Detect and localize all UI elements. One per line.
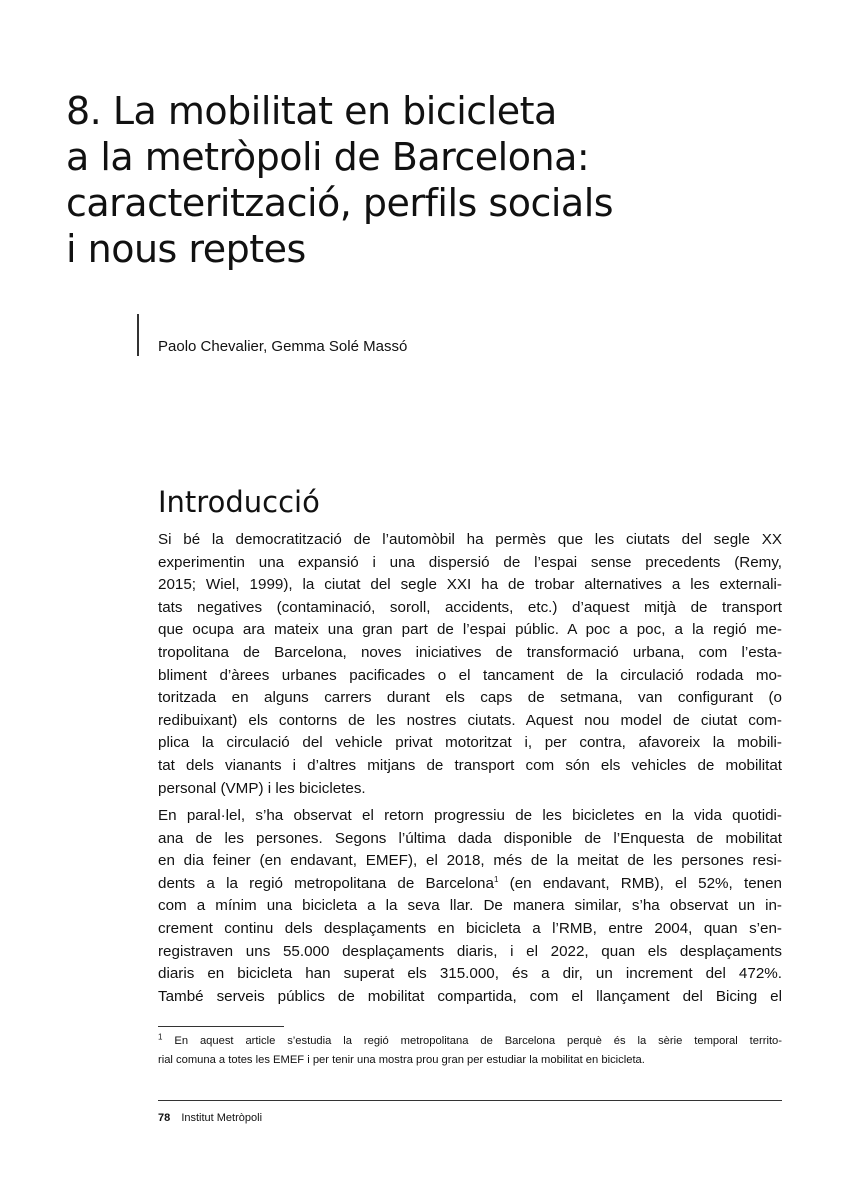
text-line-with-footnote	[158, 873, 782, 896]
text-line: En paral·lel, s’ha observat el retorn progressiu de les bicicletes en la vida quotidi-	[158, 807, 782, 824]
page-footer	[158, 1110, 262, 1126]
footnote-ref[interactable]: 1	[493, 874, 499, 884]
paragraph-2	[158, 805, 782, 1008]
text-line: experimentin una expansió i una dispersió de l’espai sense precedents (Remy,	[158, 553, 782, 571]
paragraph-1	[158, 529, 782, 800]
footnote-line: rial comuna a totes les EMEF i per tenir una mostra prou gran per estudiar la mobilitat en bicicleta.	[158, 1053, 645, 1066]
text-segment: dents a la regió metropolitana de Barcelona	[158, 874, 494, 892]
text-line: 2015; Wiel, 1999), la ciutat del segle XXI ha de trobar alternatives a les externali-	[158, 576, 782, 594]
text-line: crement continu dels desplaçaments en bicicleta a l’RMB, entre 2004, quan s’en-	[158, 919, 782, 937]
footnote-divider	[158, 1026, 284, 1027]
text-line: registraven uns 55.000 desplaçaments diaris, i el 2022, quan els desplaçaments	[158, 942, 782, 960]
text-line: personal (VMP) i les bicicletes.	[158, 779, 366, 797]
text-line: tropolitana de Barcelona, noves iniciatives de transformació urbana, com l’esta-	[158, 643, 782, 661]
title-line: i nous reptes	[66, 227, 306, 271]
text-line: bliment d’àrees urbanes pacificades o el tancament de la circulació rodada mo-	[158, 666, 782, 684]
text-segment: (en endavant, RMB), el 52%, tenen	[498, 874, 782, 892]
title-line: caracterització, perfils socials	[66, 181, 614, 225]
text-line: També serveis públics de mobilitat compartida, com el llançament del Bicing el	[158, 987, 782, 1005]
text-line: diaris en bicicleta han superat els 315.000, és a dir, un increment del 472%.	[158, 965, 782, 983]
text-line: plica la circulació del vehicle privat motoritzat i, per contra, afavoreix la mobili-	[158, 734, 782, 752]
text-line: redibuixant) els contorns de les nostres ciutats. Aquest nou model de ciutat com-	[158, 711, 782, 729]
page-number: 78	[158, 1112, 171, 1124]
authors-divider	[137, 314, 139, 356]
footnote-line	[158, 1032, 782, 1051]
text-segment: En aquest article s’estudia la regió metropolitana de Barcelona perquè és la sèrie temporal territo-	[162, 1035, 782, 1047]
footnote	[158, 1032, 782, 1069]
text-line: toritzada en alguns carrers durant els caps de setmana, van configurant (o	[158, 689, 782, 707]
publication-name: Institut Metròpoli	[181, 1112, 263, 1124]
text-line: en dia feiner (en endavant, EMEF), el 2018, més de la meitat de les persones resi-	[158, 852, 782, 870]
chapter-title	[66, 88, 786, 272]
text-line: ana de les persones. Segons l’última dada disponible de l’Enquesta de mobilitat	[158, 829, 782, 847]
text-line: com a mínim una bicicleta a la seva llar. De manera similar, s’ha observat un in-	[158, 897, 782, 915]
text-line: Si bé la democratització de l’automòbil ha permès que les ciutats del segle XX	[158, 531, 782, 548]
text-line: tat dels vianants i d’altres mitjans de transport com són els vehicles de mobilitat	[158, 756, 782, 774]
title-line: 8. La mobilitat en bicicleta	[66, 89, 557, 133]
section-heading: Introducció	[158, 485, 320, 519]
title-line: a la metròpoli de Barcelona:	[66, 135, 590, 179]
text-line: que ocupa ara mateix una gran part de l’espai públic. A poc a poc, a la regió me-	[158, 621, 782, 639]
footnote-marker: 1	[158, 1032, 163, 1042]
authors: Paolo Chevalier, Gemma Solé Massó	[158, 338, 408, 355]
footer-divider	[158, 1100, 782, 1101]
text-line: tats negatives (contaminació, soroll, accidents, etc.) d’aquest mitjà de transport	[158, 598, 782, 616]
